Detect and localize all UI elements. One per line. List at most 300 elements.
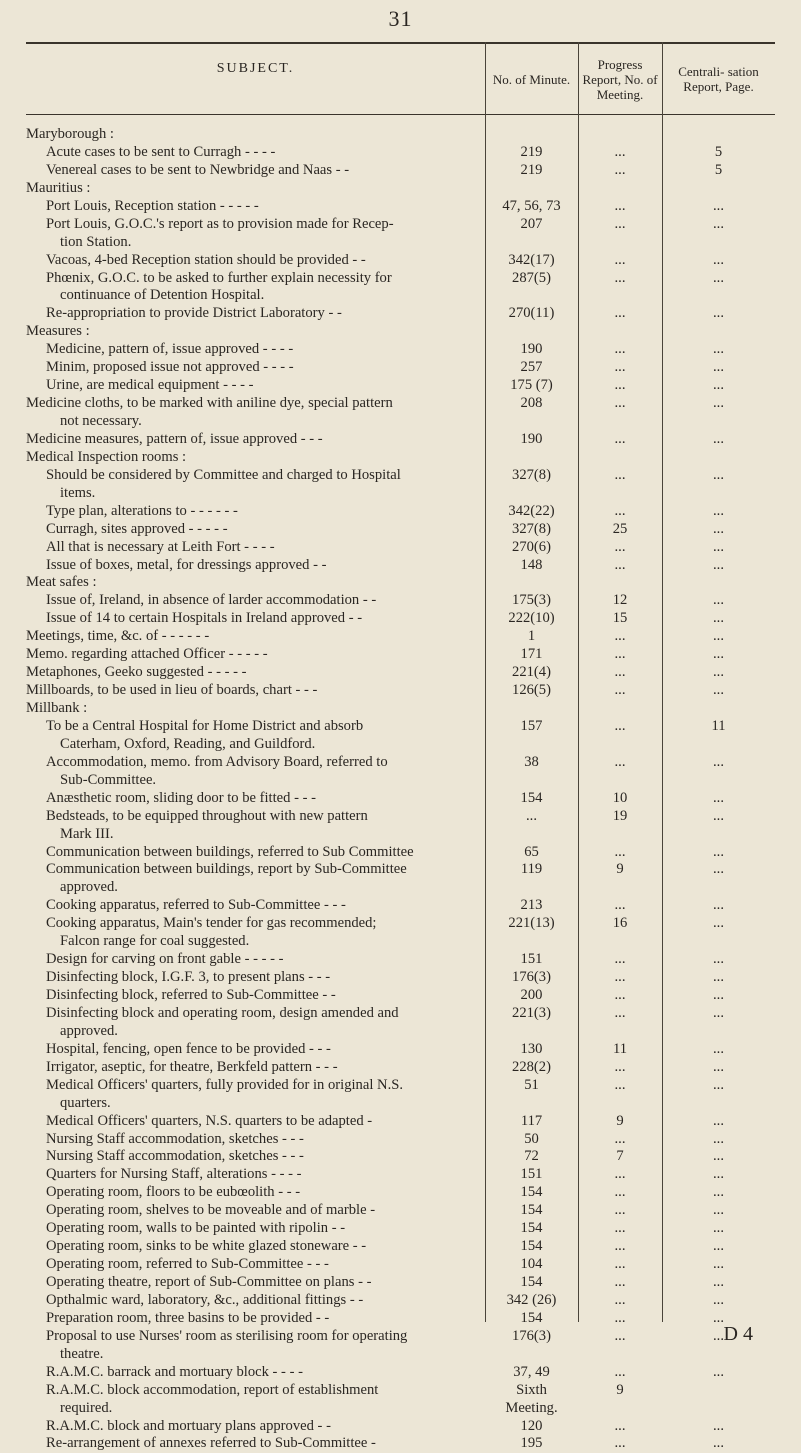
centralisation-cell: ...: [713, 682, 724, 699]
table-row: [26, 1364, 775, 1382]
subject-cell: Anæsthetic room, sliding door to be fitted - - -: [46, 789, 316, 806]
progress-cell: ...: [614, 1220, 626, 1237]
subject-cell: Urine, are medical equipment - - - -: [46, 377, 254, 394]
signature-mark: D 4: [723, 1323, 753, 1345]
progress-cell: ...: [614, 646, 626, 663]
centralisation-cell: ...: [713, 466, 724, 483]
centralisation-cell: ...: [713, 987, 724, 1003]
centralisation-cell: ...: [713, 807, 724, 824]
minute-cell: 221(3): [512, 1004, 551, 1021]
minute-cell: 327(8): [512, 520, 551, 537]
centralisation-cell: ...: [713, 305, 724, 322]
table-row: [26, 718, 775, 736]
centralisation-cell: ...: [713, 592, 724, 609]
subject-cell: Millboards, to be used in lieu of boards, chart - - -: [26, 682, 318, 699]
table-row: [26, 323, 775, 341]
table-row: [26, 1041, 775, 1059]
minute-cell: 342(22): [508, 502, 555, 519]
subject-cell: Opthalmic ward, laboratory, &c., additional fittings - -: [46, 1291, 364, 1308]
table-row: [26, 1077, 775, 1095]
minute-cell: 175(3): [512, 592, 551, 609]
table-row: [26, 413, 775, 431]
progress-cell: 9: [616, 1381, 624, 1398]
subject-cell: Communication between buildings, referred to Sub Committee: [46, 843, 414, 860]
progress-cell: ...: [614, 1309, 626, 1326]
centralisation-cell: 5: [714, 143, 723, 160]
centralisation-cell: ...: [713, 843, 724, 860]
table-row: [26, 1166, 775, 1184]
progress-cell: ...: [614, 466, 626, 483]
centralisation-cell: ...: [713, 1130, 724, 1147]
subject-cell: theatre.: [60, 1345, 104, 1362]
subject-cell: Bedsteads, to be equipped throughout with new pattern: [46, 807, 368, 824]
table-row: [26, 1113, 775, 1131]
table-row: [26, 1382, 775, 1400]
centralisation-cell: ...: [713, 215, 724, 232]
table-row: [26, 772, 775, 790]
subject-cell: Memo. regarding attached Officer - - - - -: [26, 646, 268, 663]
table-row: [26, 1059, 775, 1077]
table-row: [26, 610, 775, 628]
subject-cell: continuance of Detention Hospital.: [60, 287, 265, 304]
table-row: [26, 305, 775, 323]
table-row: [26, 198, 775, 216]
centralisation-cell: ...: [713, 269, 724, 286]
progress-cell: 7: [616, 1148, 624, 1165]
table-row: [26, 574, 775, 592]
minute-cell: 228(2): [512, 1058, 551, 1075]
table-row: [26, 341, 775, 359]
minute-cell: Sixth: [516, 1381, 547, 1398]
progress-cell: ...: [614, 538, 626, 555]
subject-cell: Communication between buildings, report by Sub-Committee: [46, 861, 407, 878]
table-row: [26, 431, 775, 449]
table-row: [26, 987, 775, 1005]
subject-cell: items.: [60, 484, 96, 501]
centralisation-cell: ...: [713, 1166, 724, 1183]
table-row: [26, 252, 775, 270]
minute-cell: 171: [520, 646, 543, 663]
progress-cell: ...: [614, 269, 626, 286]
table-row: [26, 216, 775, 234]
progress-cell: 9: [616, 1112, 624, 1129]
progress-cell: ...: [614, 1238, 626, 1255]
subject-cell: Meat safes :: [26, 574, 97, 591]
minute-cell: 104: [520, 1256, 543, 1273]
subject-cell: Re-appropriation to provide District Laboratory - -: [46, 305, 342, 322]
centralisation-cell: ...: [713, 951, 724, 968]
subject-cell: Should be considered by Committee and charged to Hospital: [46, 466, 401, 483]
minute-cell: 200: [520, 987, 543, 1003]
subject-cell: Nursing Staff accommodation, sketches - - -: [46, 1130, 304, 1147]
subject-cell: Vacoas, 4-bed Reception station should be provided - -: [46, 251, 366, 268]
minute-cell: 195: [520, 1435, 543, 1452]
table-row: [26, 1256, 775, 1274]
minute-cell: 154: [520, 1238, 543, 1255]
table-row: [26, 449, 775, 467]
table-row: [26, 1023, 775, 1041]
table-row: [26, 592, 775, 610]
table-row: [26, 1418, 775, 1436]
centralisation-cell: ...: [713, 1184, 724, 1201]
centralisation-cell: ...: [713, 897, 724, 914]
table-row: [26, 270, 775, 288]
table-row: [26, 933, 775, 951]
subject-cell: Venereal cases to be sent to Newbridge and Naas - -: [46, 161, 350, 178]
table-row: [26, 808, 775, 826]
centralisation-cell: ...: [713, 646, 724, 663]
subject-cell: Acute cases to be sent to Curragh - - - -: [46, 143, 276, 160]
progress-cell: ...: [614, 502, 626, 519]
subject-cell: Falcon range for coal suggested.: [60, 933, 250, 950]
table-row: [26, 1131, 775, 1149]
subject-cell: Port Louis, G.O.C.'s report as to provision made for Recep-: [46, 215, 394, 232]
centralisation-cell: ...: [713, 1004, 724, 1021]
minute-cell: 213: [520, 897, 543, 914]
subject-cell: Medicine measures, pattern of, issue approved - - -: [26, 430, 323, 447]
centralisation-cell: ...: [713, 520, 724, 537]
progress-cell: ...: [614, 143, 626, 160]
progress-cell: 19: [612, 807, 628, 824]
table-row: [26, 951, 775, 969]
progress-cell: ...: [614, 1363, 626, 1380]
subject-cell: Mark III.: [60, 825, 114, 842]
minute-cell: 37, 49: [513, 1363, 550, 1380]
minute-cell: 190: [520, 341, 543, 358]
minute-cell: 287(5): [512, 269, 551, 286]
progress-cell: ...: [614, 1076, 626, 1093]
centralisation-cell: ...: [713, 1238, 724, 1255]
table-row: [26, 1310, 775, 1328]
table-row: [26, 144, 775, 162]
progress-cell: ...: [614, 1256, 626, 1273]
centralisation-cell: ...: [713, 395, 724, 412]
table-row: [26, 969, 775, 987]
minute-cell: 154: [520, 1220, 543, 1237]
table-row: [26, 736, 775, 754]
centralisation-cell: ...: [713, 628, 724, 645]
subject-cell: To be a Central Hospital for Home District and absorb: [46, 717, 364, 734]
table-row: [26, 503, 775, 521]
minute-cell: 154: [520, 1202, 543, 1219]
centralisation-cell: ...: [713, 1076, 724, 1093]
table-row: [26, 126, 775, 144]
subject-cell: Design for carving on front gable - - - - -: [46, 951, 284, 968]
subject-cell: R.A.M.C. barrack and mortuary block - - - -: [46, 1363, 303, 1380]
minute-cell: 154: [520, 1309, 543, 1326]
progress-cell: ...: [614, 628, 626, 645]
minute-cell: 176(3): [512, 969, 551, 986]
centralisation-cell: ...: [713, 1417, 724, 1434]
table-row: [26, 1148, 775, 1166]
subject-cell: Operating room, walls to be painted with ripolin - -: [46, 1220, 346, 1237]
table-row: [26, 646, 775, 664]
minute-cell: Meeting.: [505, 1399, 558, 1416]
progress-cell: ...: [614, 1274, 626, 1290]
progress-cell: ...: [614, 1291, 626, 1308]
minute-cell: 222(10): [508, 610, 555, 627]
centralisation-cell: ...: [713, 1309, 724, 1326]
table-row: [26, 1400, 775, 1418]
centralisation-cell: ...: [713, 1363, 724, 1380]
header-subject: SUBJECT.: [216, 60, 295, 76]
centralisation-cell: 5: [714, 161, 723, 178]
subject-cell: Sub-Committee.: [60, 771, 157, 788]
minute-cell: 207: [520, 215, 543, 232]
subject-cell: Disinfecting block, I.G.F. 3, to present plans - - -: [46, 969, 331, 986]
centralisation-cell: ...: [713, 251, 724, 268]
table-row: [26, 1435, 775, 1453]
subject-cell: Hospital, fencing, open fence to be provided - - -: [46, 1040, 331, 1057]
progress-cell: ...: [614, 341, 626, 358]
progress-cell: ...: [614, 664, 626, 681]
progress-cell: ...: [614, 1417, 626, 1434]
subject-cell: Issue of boxes, metal, for dressings approved - -: [46, 556, 327, 573]
minute-cell: 342 (26): [506, 1291, 557, 1308]
minute-cell: 327(8): [512, 466, 551, 483]
progress-cell: ...: [614, 305, 626, 322]
minute-cell: ...: [526, 807, 537, 824]
progress-cell: 10: [612, 789, 628, 806]
table-row: [26, 1005, 775, 1023]
progress-cell: ...: [614, 359, 626, 376]
page-number: 31: [388, 6, 413, 31]
progress-cell: ...: [614, 377, 626, 394]
subject-cell: Caterham, Oxford, Reading, and Guildford.: [60, 735, 316, 752]
subject-cell: Operating room, floors to be eubœolith - - -: [46, 1184, 301, 1201]
minute-cell: 176(3): [512, 1327, 551, 1344]
header-progress-report: Progress Report, No. of Meeting.: [582, 56, 658, 102]
table-row: [26, 897, 775, 915]
minute-cell: 72: [524, 1148, 539, 1165]
subject-cell: Measures :: [26, 323, 90, 340]
table-row: [26, 682, 775, 700]
subject-cell: Operating room, shelves to be moveable and of marble -: [46, 1202, 376, 1219]
subject-cell: Medicine cloths, to be marked with aniline dye, special pattern: [26, 395, 393, 412]
minute-cell: 270(11): [508, 305, 555, 322]
centralisation-cell: ...: [713, 789, 724, 806]
subject-cell: tion Station.: [60, 233, 132, 250]
centralisation-cell: ...: [713, 359, 724, 376]
table-row: [26, 467, 775, 485]
subject-cell: Curragh, sites approved - - - - -: [46, 520, 228, 537]
centralisation-cell: ...: [713, 969, 724, 986]
table-row: [26, 485, 775, 503]
centralisation-cell: ...: [713, 430, 724, 447]
table-row: [26, 754, 775, 772]
progress-cell: ...: [614, 1435, 626, 1452]
progress-cell: ...: [614, 430, 626, 447]
progress-cell: ...: [614, 215, 626, 232]
progress-cell: ...: [614, 969, 626, 986]
subject-cell: All that is necessary at Leith Fort - - - -: [46, 538, 275, 555]
subject-cell: Mauritius :: [26, 179, 91, 196]
table-row: [26, 287, 775, 305]
subject-cell: Metaphones, Geeko suggested - - - - -: [26, 664, 247, 681]
subject-cell: Preparation room, three basins to be provided - -: [46, 1309, 330, 1326]
subject-cell: Medical Officers' quarters, fully provided for in original N.S.: [46, 1076, 403, 1093]
table-row: [26, 844, 775, 862]
table-row: [26, 521, 775, 539]
table-row: [26, 1238, 775, 1256]
centralisation-cell: ...: [713, 556, 724, 573]
minute-cell: 47, 56, 73: [502, 197, 561, 214]
minute-cell: 151: [520, 951, 543, 968]
table-row: [26, 1274, 775, 1292]
subject-cell: Operating room, referred to Sub-Committee - - -: [46, 1256, 329, 1273]
minute-cell: 51: [524, 1076, 539, 1093]
table-row: [26, 1328, 775, 1346]
minute-cell: 219: [520, 161, 543, 178]
table-row: [26, 1292, 775, 1310]
subject-cell: Port Louis, Reception station - - - - -: [46, 197, 259, 214]
progress-cell: 9: [616, 861, 624, 878]
table-row: [26, 1202, 775, 1220]
table-row: [26, 234, 775, 252]
minute-cell: 126(5): [512, 682, 551, 699]
progress-cell: ...: [614, 1327, 626, 1344]
subject-cell: Millbank :: [26, 700, 88, 716]
minute-cell: 175 (7): [510, 377, 553, 394]
subject-cell: Disinfecting block and operating room, design amended and: [46, 1004, 399, 1021]
subject-cell: Medicine, pattern of, issue approved - - - -: [46, 341, 294, 358]
centralisation-cell: ...: [713, 1112, 724, 1129]
subject-cell: quarters.: [60, 1094, 111, 1111]
table-row: [26, 359, 775, 377]
progress-cell: ...: [614, 717, 626, 734]
centralisation-cell: ...: [713, 1256, 724, 1273]
progress-cell: 16: [612, 915, 628, 932]
progress-cell: ...: [614, 753, 626, 770]
subject-cell: Re-arrangement of annexes referred to Sub-Committee -: [46, 1435, 376, 1452]
subject-cell: R.A.M.C. block and mortuary plans approved - -: [46, 1417, 331, 1434]
table-row: [26, 790, 775, 808]
header-centralisation-report: Centrali- sation Report, Page.: [678, 64, 759, 94]
header-minute: No. of Minute.: [492, 71, 571, 87]
minute-cell: 65: [524, 843, 539, 860]
subject-cell: Issue of, Ireland, in absence of larder accommodation - -: [46, 592, 377, 609]
minute-cell: 38: [524, 753, 539, 770]
minute-cell: 154: [520, 789, 543, 806]
progress-cell: 25: [612, 520, 628, 537]
progress-cell: 12: [612, 592, 628, 609]
subject-cell: Minim, proposed issue not approved - - - -: [46, 359, 294, 376]
subject-cell: Medical Officers' quarters, N.S. quarters to be adapted -: [46, 1112, 373, 1129]
table-row: [26, 879, 775, 897]
minute-cell: 157: [520, 717, 543, 734]
subject-cell: Medical Inspection rooms :: [26, 448, 187, 465]
table-row: [26, 539, 775, 557]
minute-cell: 50: [524, 1130, 539, 1147]
table-row: [26, 1346, 775, 1364]
subject-cell: Proposal to use Nurses' room as sterilising room for operating: [46, 1327, 408, 1344]
subject-cell: Irrigator, aseptic, for theatre, Berkfeld pattern - - -: [46, 1058, 338, 1075]
progress-cell: ...: [614, 1166, 626, 1183]
centralisation-cell: ...: [713, 1291, 724, 1308]
table-row: [26, 1184, 775, 1202]
table-row: [26, 700, 775, 718]
subject-cell: Operating theatre, report of Sub-Committee on plans - -: [46, 1274, 372, 1290]
centralisation-cell: 11: [711, 717, 726, 734]
subject-cell: Quarters for Nursing Staff, alterations - - - -: [46, 1166, 302, 1183]
subject-cell: Cooking apparatus, referred to Sub-Committee - - -: [46, 897, 346, 914]
table-row: [26, 915, 775, 933]
subject-cell: approved.: [60, 1022, 118, 1039]
centralisation-cell: ...: [713, 1274, 724, 1290]
table-row: [26, 628, 775, 646]
progress-cell: ...: [614, 1004, 626, 1021]
minute-cell: 130: [520, 1040, 543, 1057]
progress-cell: ...: [614, 951, 626, 968]
subject-cell: Meetings, time, &c. of - - - - - -: [26, 628, 210, 645]
subject-cell: Maryborough :: [26, 126, 114, 142]
progress-cell: 15: [612, 610, 628, 627]
centralisation-cell: ...: [713, 1435, 724, 1452]
minute-cell: 342(17): [508, 251, 555, 268]
centralisation-cell: ...: [713, 1148, 724, 1165]
table-row: [26, 1220, 775, 1238]
progress-cell: ...: [614, 251, 626, 268]
subject-cell: not necessary.: [60, 413, 142, 429]
centralisation-cell: ...: [713, 1202, 724, 1219]
centralisation-cell: ...: [713, 664, 724, 681]
centralisation-cell: ...: [713, 197, 724, 214]
minute-cell: 117: [520, 1112, 543, 1129]
index-table-body: [26, 126, 775, 1453]
subject-cell: R.A.M.C. block accommodation, report of establishment: [46, 1381, 379, 1398]
centralisation-cell: ...: [713, 610, 724, 627]
subject-cell: Operating room, sinks to be white glazed stoneware - -: [46, 1238, 367, 1255]
minute-cell: 208: [520, 395, 543, 412]
centralisation-cell: ...: [713, 1058, 724, 1075]
centralisation-cell: ...: [713, 1327, 724, 1344]
subject-cell: required.: [60, 1399, 113, 1416]
minute-cell: 270(6): [512, 538, 551, 555]
minute-cell: 221(13): [508, 915, 555, 932]
progress-cell: ...: [614, 161, 626, 178]
subject-cell: Accommodation, memo. from Advisory Board, referred to: [46, 753, 388, 770]
table-row: [26, 162, 775, 180]
subject-cell: Phœnix, G.O.C. to be asked to further explain necessity for: [46, 269, 392, 286]
progress-cell: ...: [614, 197, 626, 214]
progress-cell: ...: [614, 1184, 626, 1201]
table-row: [26, 557, 775, 575]
progress-cell: ...: [614, 1130, 626, 1147]
subject-cell: Disinfecting block, referred to Sub-Committee - -: [46, 987, 336, 1003]
progress-cell: ...: [614, 843, 626, 860]
minute-cell: 119: [520, 861, 543, 878]
centralisation-cell: ...: [713, 915, 724, 932]
centralisation-cell: ...: [713, 377, 724, 394]
centralisation-cell: ...: [713, 341, 724, 358]
progress-cell: ...: [614, 682, 626, 699]
minute-cell: 221(4): [512, 664, 551, 681]
minute-cell: 148: [520, 556, 543, 573]
progress-cell: ...: [614, 556, 626, 573]
centralisation-cell: ...: [713, 502, 724, 519]
centralisation-cell: ...: [713, 861, 724, 878]
progress-cell: ...: [614, 987, 626, 1003]
progress-cell: 11: [612, 1040, 628, 1057]
centralisation-cell: ...: [713, 753, 724, 770]
minute-cell: 151: [520, 1166, 543, 1183]
subject-cell: approved.: [60, 879, 118, 896]
minute-cell: 1: [527, 628, 536, 645]
minute-cell: 154: [520, 1184, 543, 1201]
progress-cell: ...: [614, 897, 626, 914]
subject-cell: Type plan, alterations to - - - - - -: [46, 502, 238, 519]
centralisation-cell: ...: [713, 1040, 724, 1057]
